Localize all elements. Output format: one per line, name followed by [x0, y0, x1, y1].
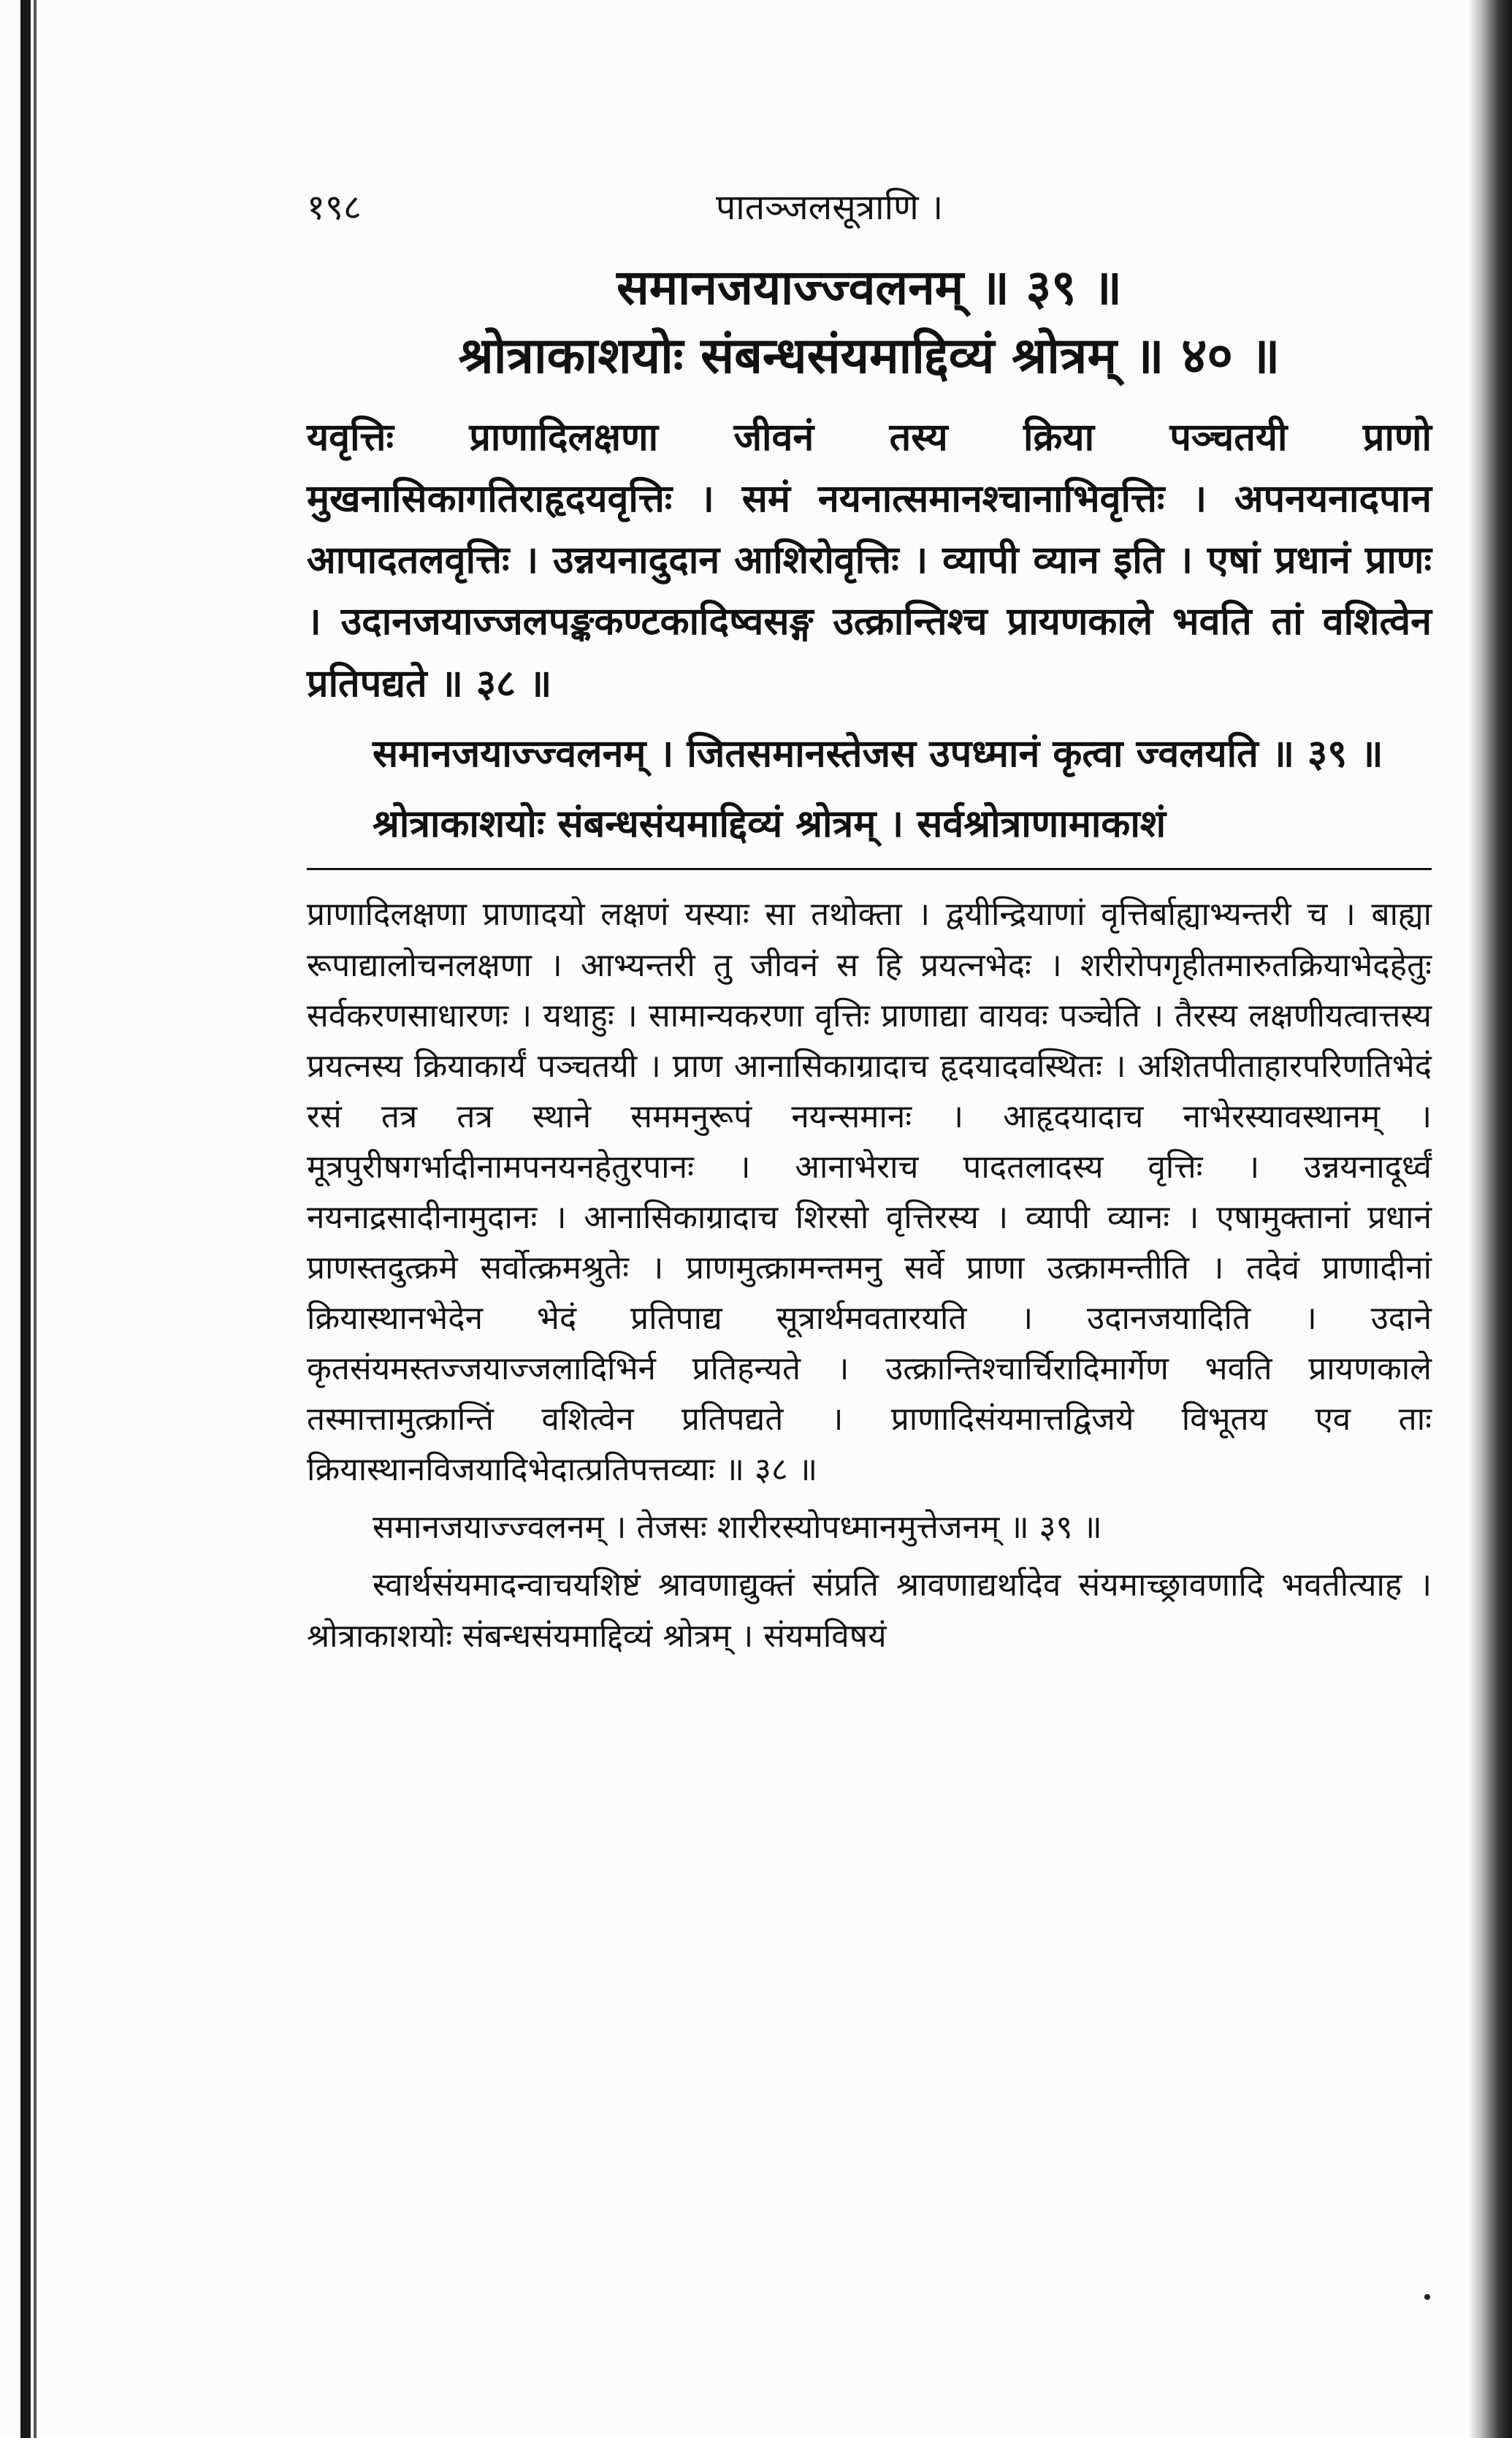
scan-left-edge	[20, 0, 31, 2438]
scan-speck	[1424, 2294, 1430, 2300]
commentary-39: समानजयाज्ज्वलनम् । तेजसः शारीरस्योपध्मानमुत्तेजनम् ॥ ३९ ॥	[373, 1509, 1102, 1547]
vritti-39: समानजयाज्ज्वलनम् । जितसमानस्तेजस उपध्मानं कृत्वा ज्वलयति ॥ ३९ ॥	[373, 731, 1383, 776]
commentary-38: प्राणादिलक्षणा प्राणादयो लक्षणं यस्याः सा तथोक्ता । द्वयीन्द्रियाणां वृत्तिर्बाह्याभ्यन्तरी च । बाह्या रूपाद्यालोचनलक्षणा । आभ्यन्तरी तु जीवनं स हि प्रयत्नभेदः । शरीरोपगृहीतमारुतक्रियाभेदहेतुः सर्वकरणसाधारणः । यथाहुः । सामान्यकरणा वृत्तिः प्राणाद्या वायवः पञ्चेति । तैरस्य लक्षणीयत्वात्तस्य प्रयत्नस्य क्रियाकार्यं पञ्चतयी । प्राण आनासिकाग्रादाच हृदयादवस्थितः । अशितपीताहारपरिणतिभेदं रसं तत्र तत्र स्थाने सममनुरूपं नयन्समानः । आहृदयादाच नाभेरस्यावस्थानम् । मूत्रपुरीषगर्भादीनामपनयनहेतुरपानः । आनाभेराच पादतलादस्य वृत्तिः । उन्नयनादूर्ध्वं नयनाद्रसादीनामुदानः । आनासिकाग्रादाच शिरसो वृत्तिरस्य । व्यापी व्यानः । एषामुक्तानां प्रधानं प्राणस्तदुत्क्रमे सर्वोत्क्रमश्रुतेः । प्राणमुत्क्रामन्तमनु सर्वे प्राणा उत्क्रामन्तीति । तदेवं प्राणादीनां क्रियास्थानभेदेन भेदं प्रतिपाद्य सूत्रार्थमवतारयति । उदानजयादिति । उदाने कृतसंयमस्तज्जयाज्जलादिभिर्न प्रतिहन्यते । उत्क्रान्तिश्चार्चिरादिमार्गेण भवति प्रायणकाले तस्मात्तामुत्क्रान्तिं वशित्वेन प्रतिपद्यते । प्राणादिसंयमात्तद्विजये विभूतय एव ताः क्रियास्थानविजयादिभेदात्प्रतिपत्तव्याः ॥ ३८ ॥	[307, 896, 1432, 1489]
vritti-40: श्रोत्राकाशयोः संबन्धसंयमाद्दिव्यं श्रोत्रम् । सर्वश्रोत्राणामाकाशं	[373, 801, 1167, 847]
page-number: १९८	[307, 187, 362, 228]
vritti-38: यवृत्तिः प्राणादिलक्षणा जीवनं तस्य क्रिया पञ्चतयी प्राणो मुखनासिकागतिराहृदयवृत्तिः । समं नयनात्समानश्चानाभिवृत्तिः । अपनयनादपान आपादतलवृत्तिः । उन्नयनादुदान आशिरोवृत्तिः । व्यापी व्यान इति । एषां प्रधानं प्राणः । उदानजयाज्जलपङ्ककण्टकादिष्वसङ्ग उत्क्रान्तिश्च प्रायणकाले भवति तां वशित्वेन प्रतिपद्यते ॥ ३८ ॥	[307, 414, 1432, 706]
running-title: पातञ्जलसूत्राणि ।	[716, 187, 944, 228]
sutra-39-heading: समानजयाज्ज्वलनम् ॥ ३९ ॥	[616, 259, 1122, 316]
sutra-40-heading: श्रोत्राकाशयोः संबन्धसंयमाद्दिव्यं श्रोत्रम् ॥ ४० ॥	[458, 327, 1280, 386]
book-page	[307, 183, 1432, 1669]
commentary-divider	[307, 868, 1432, 870]
scan-left-edge-shadow	[34, 0, 37, 2438]
page-header	[307, 183, 1432, 248]
scan-right-edge	[1468, 0, 1512, 2438]
commentary-40: स्वार्थसंयमादन्वाचयशिष्टं श्रावणाद्युक्तं संप्रति श्रावणाद्यर्थादेव संयमाच्छ्रावणादि भवतीत्याह । श्रोत्राकाशयोः संबन्धसंयमाद्दिव्यं श्रोत्रम् । संयमविषयं	[307, 1566, 1432, 1655]
